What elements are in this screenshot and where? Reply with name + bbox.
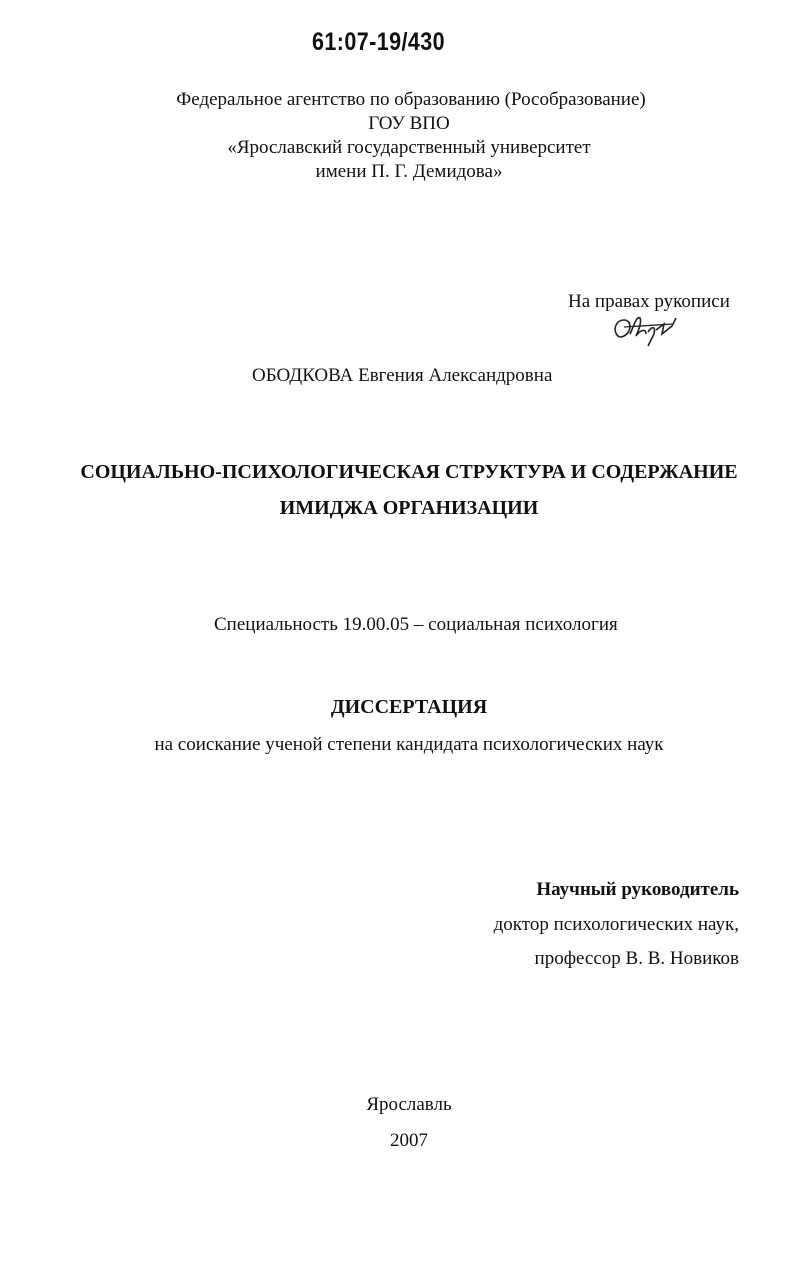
dissertation-title-line-2: ИМИДЖА ОРГАНИЗАЦИИ: [279, 497, 539, 519]
author-name: ОБОДКОВА Евгения Александровна: [252, 365, 553, 386]
advisor-heading: Научный руководитель: [536, 879, 739, 900]
institution-university: «Ярославский государственный университет: [227, 137, 591, 158]
institution-type: ГОУ ВПО: [368, 113, 450, 134]
specialty: Специальность 19.00.05 – социальная психология: [214, 614, 618, 635]
institution-agency: Федеральное агентство по образованию (Рособразование): [176, 89, 646, 110]
institution-university-name: имени П. Г. Демидова»: [315, 161, 503, 182]
city: Ярославль: [366, 1094, 452, 1115]
advisor-degree: доктор психологических наук,: [493, 914, 739, 935]
handwritten-signature: [610, 308, 690, 348]
document-type: ДИССЕРТАЦИЯ: [330, 696, 488, 718]
dissertation-title-line-1: СОЦИАЛЬНО-ПСИХОЛОГИЧЕСКАЯ СТРУКТУРА И СОДЕРЖАНИЕ: [80, 461, 738, 483]
manuscript-rights-note: На правах рукописи: [568, 291, 730, 312]
degree-description: на соискание ученой степени кандидата психологических наук: [154, 734, 664, 755]
advisor-name: профессор В. В. Новиков: [534, 948, 739, 969]
archive-stamp-number: 61:07-19/430: [312, 28, 446, 56]
year: 2007: [390, 1130, 428, 1151]
